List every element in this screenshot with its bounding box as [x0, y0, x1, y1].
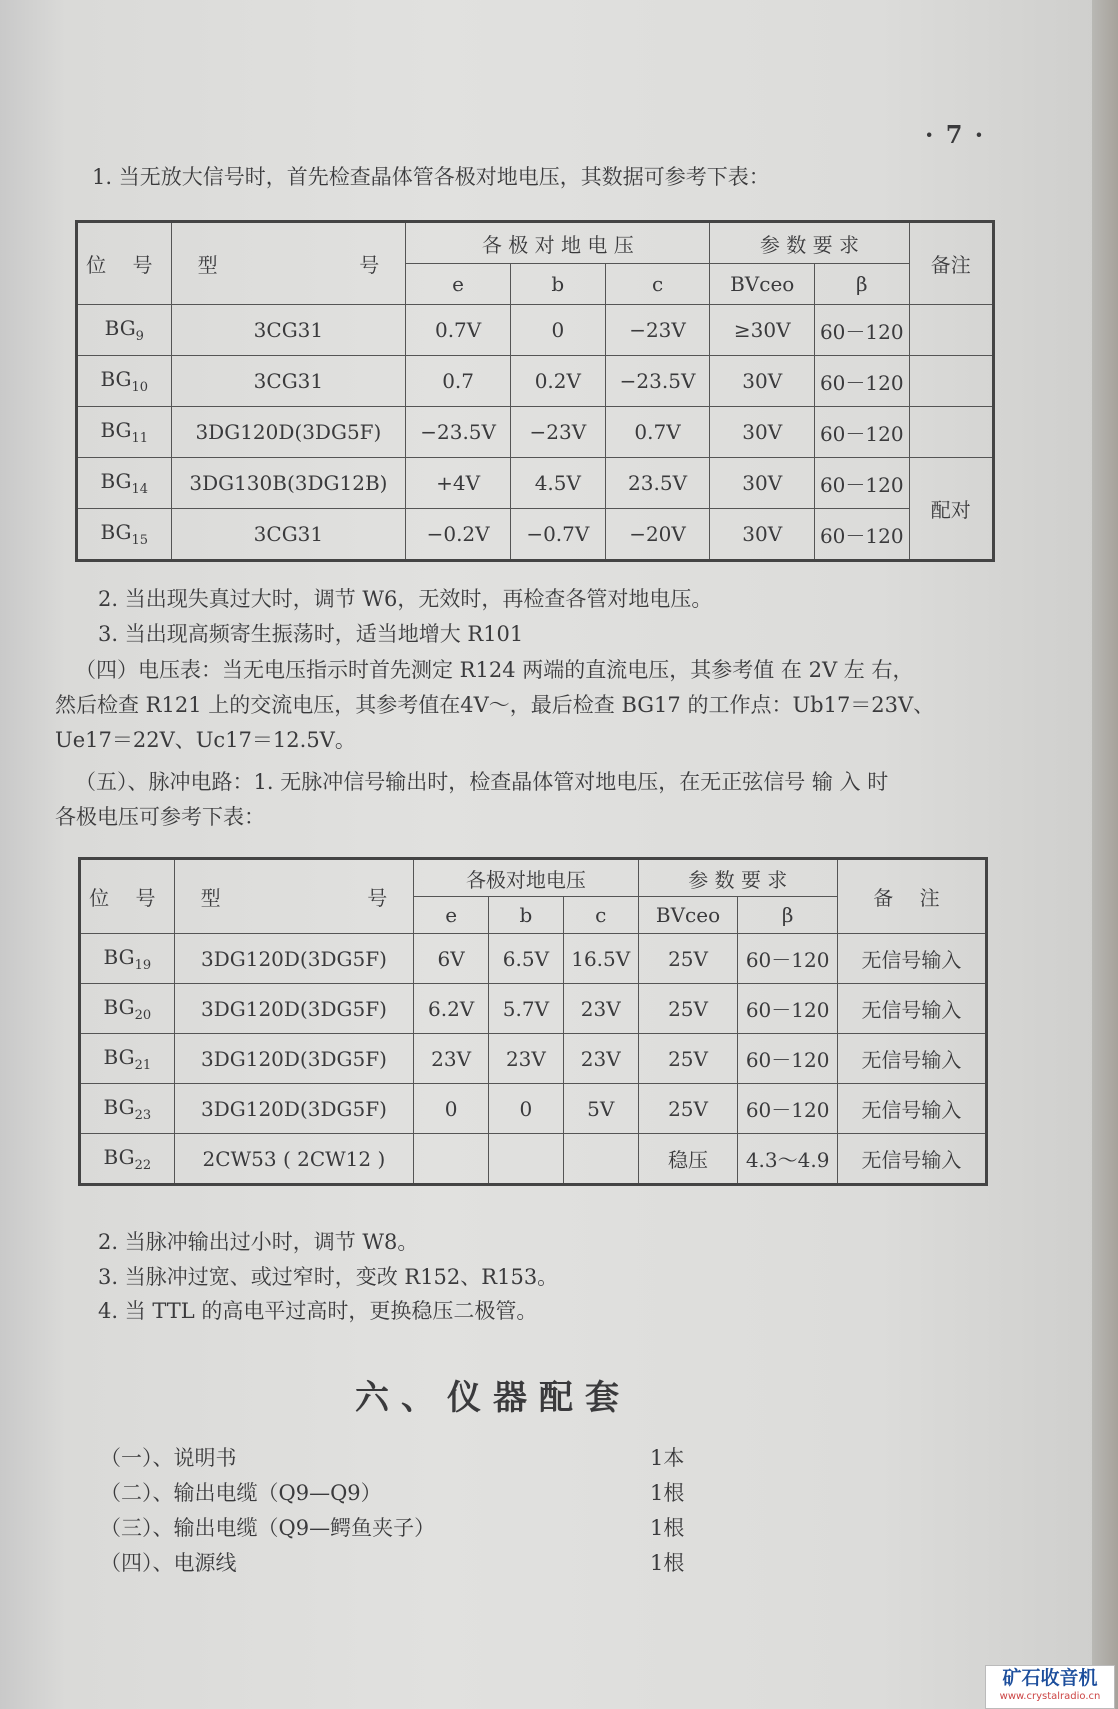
row-bvceo: 30V — [710, 356, 815, 407]
header-type — [174, 859, 414, 934]
row-model: 3CG31 — [171, 356, 406, 407]
header-position: 位 号 — [80, 859, 175, 934]
row-bvceo: 25V — [638, 934, 738, 984]
row-position: $BG_{10}$ — [77, 356, 172, 407]
page-edge-shadow — [1092, 0, 1118, 1709]
row-beta: 60－120 — [815, 356, 909, 407]
accessory-1-label: （一）、说明书 — [100, 1446, 237, 1470]
row-model: 2CW53 ( 2CW12 ) — [174, 1134, 414, 1185]
row-model: 3DG120D(3DG5F) — [174, 1034, 414, 1084]
table-row — [80, 1034, 987, 1084]
header-type-left: 型 — [200, 886, 221, 910]
header-type-left: 型 — [197, 253, 218, 277]
pulse-line-1: （五）、脉冲电路：1. 无脉冲信号输出时，检查晶体管对地电压，在无正弦信号 输 入 时 — [75, 770, 889, 794]
row-model: 3DG120D(3DG5F) — [174, 1084, 414, 1134]
watermark-title: 矿石收音机 — [1002, 1667, 1098, 1689]
row-remark: 无信号输入 — [837, 1134, 986, 1185]
voltage-table-1 — [75, 220, 995, 562]
header-type-right: 号 — [367, 886, 388, 910]
row-beta: 60－120 — [738, 1084, 838, 1134]
header-c: c — [563, 897, 638, 934]
accessory-4-label: （四）、电源线 — [100, 1551, 237, 1575]
row-e — [414, 1134, 489, 1185]
row-position: $BG_{22}$ — [80, 1134, 175, 1185]
row-b: 5.7V — [489, 984, 564, 1034]
row-c: 23V — [563, 1034, 638, 1084]
row-e: +4V — [406, 458, 511, 509]
row-b: 0 — [510, 305, 605, 356]
header-type — [171, 222, 406, 305]
section-title: 六、仪器配套 — [355, 1378, 631, 1418]
table2-header-row — [80, 859, 987, 897]
row-bvceo: 30V — [710, 407, 815, 458]
row-position: $BG_{19}$ — [80, 934, 175, 984]
row-b: −0.7V — [510, 509, 605, 561]
row-beta: 60－120 — [815, 407, 909, 458]
table-row — [77, 458, 994, 509]
row-beta: 60－120 — [738, 984, 838, 1034]
row-e: 23V — [414, 1034, 489, 1084]
table-row — [80, 1084, 987, 1134]
row-e: −23.5V — [406, 407, 511, 458]
voltmeter-line-3: Ue17＝22V、Uc17＝12.5V。 — [55, 728, 356, 752]
row-c: 23V — [563, 984, 638, 1034]
header-c: c — [605, 264, 710, 305]
row-model: 3DG120D(3DG5F) — [174, 934, 414, 984]
row-b: 0 — [489, 1084, 564, 1134]
row-remark-paired: 配对 — [909, 458, 993, 561]
row-remark: 无信号输入 — [837, 934, 986, 984]
row-c: 5V — [563, 1084, 638, 1134]
voltmeter-line-2: 然后检查 R121 上的交流电压，其参考值在4V～，最后检查 BG17 的工作点：Ub17＝23V、 — [55, 693, 935, 717]
row-bvceo: 稳压 — [638, 1134, 738, 1185]
row-c — [563, 1134, 638, 1185]
header-e: e — [406, 264, 511, 305]
header-bvceo: BVceo — [638, 897, 738, 934]
table-row — [77, 356, 994, 407]
note-b-3: 3. 当脉冲过宽、或过窄时，变改 R152、R153。 — [98, 1265, 559, 1289]
header-b: b — [510, 264, 605, 305]
row-bvceo: 25V — [638, 1034, 738, 1084]
header-bvceo: BVceo — [710, 264, 815, 305]
row-remark: 无信号输入 — [837, 1034, 986, 1084]
header-voltage-group: 各极对地电压 — [414, 859, 638, 897]
row-remark — [909, 305, 993, 356]
header-params-group: 参 数 要 求 — [710, 222, 909, 264]
row-c: −23.5V — [605, 356, 710, 407]
row-remark: 无信号输入 — [837, 984, 986, 1034]
row-bvceo: 30V — [710, 509, 815, 561]
note-a-3: 3. 当出现高频寄生振荡时，适当地增大 R101 — [98, 622, 524, 646]
header-b: b — [489, 897, 564, 934]
row-position: $BG_{23}$ — [80, 1084, 175, 1134]
row-bvceo: 30V — [710, 458, 815, 509]
page-number: · 7 · — [925, 120, 986, 149]
row-beta: 60－120 — [815, 458, 909, 509]
header-type-right: 号 — [359, 253, 380, 277]
row-e: 6.2V — [414, 984, 489, 1034]
note-b-4: 4. 当 TTL 的高电平过高时，更换稳压二极管。 — [98, 1299, 538, 1323]
table-row — [77, 305, 994, 356]
accessory-3-label: （三）、输出电缆（Q9—鳄鱼夹子） — [100, 1516, 436, 1540]
row-remark — [909, 407, 993, 458]
row-position: $BG_{14}$ — [77, 458, 172, 509]
row-e: 0 — [414, 1084, 489, 1134]
table-row — [77, 509, 994, 561]
row-bvceo: ≥30V — [710, 305, 815, 356]
row-e: 0.7V — [406, 305, 511, 356]
header-remarks: 备 注 — [837, 859, 986, 934]
row-b: −23V — [510, 407, 605, 458]
note-b-2: 2. 当脉冲输出过小时，调节 W8。 — [98, 1230, 419, 1254]
header-e: e — [414, 897, 489, 934]
row-remark — [909, 356, 993, 407]
row-position: $BG_{11}$ — [77, 407, 172, 458]
accessory-2-qty: 1根 — [650, 1481, 685, 1505]
watermark-url: www.crystalradio.cn — [999, 1691, 1101, 1702]
row-beta: 60－120 — [815, 305, 909, 356]
table-row — [80, 934, 987, 984]
row-bvceo: 25V — [638, 984, 738, 1034]
row-c: 0.7V — [605, 407, 710, 458]
pulse-line-2: 各极电压可参考下表： — [55, 805, 265, 829]
row-e: −0.2V — [406, 509, 511, 561]
accessory-3-qty: 1根 — [650, 1516, 685, 1540]
intro-line: 1. 当无放大信号时，首先检查晶体管各极对地电压，其数据可参考下表： — [92, 165, 770, 189]
table1-header-row — [77, 222, 994, 264]
row-c: 23.5V — [605, 458, 710, 509]
row-c: 16.5V — [563, 934, 638, 984]
row-position: $BG_{21}$ — [80, 1034, 175, 1084]
row-c: −20V — [605, 509, 710, 561]
row-position: $BG_{20}$ — [80, 984, 175, 1034]
row-model: 3DG130B(3DG12B) — [171, 458, 406, 509]
row-b: 23V — [489, 1034, 564, 1084]
row-remark: 无信号输入 — [837, 1084, 986, 1134]
row-e: 0.7 — [406, 356, 511, 407]
header-position: 位 号 — [77, 222, 172, 305]
row-beta: 4.3～4.9 — [738, 1134, 838, 1185]
row-beta: 60－120 — [738, 1034, 838, 1084]
row-b: 4.5V — [510, 458, 605, 509]
note-a-2: 2. 当出现失真过大时，调节 W6，无效时，再检查各管对地电压。 — [98, 587, 713, 611]
header-beta: β — [738, 897, 838, 934]
row-model: 3CG31 — [171, 305, 406, 356]
row-b — [489, 1134, 564, 1185]
voltage-table-2 — [78, 857, 988, 1186]
row-e: 6V — [414, 934, 489, 984]
row-model: 3CG31 — [171, 509, 406, 561]
row-position: $BG_{15}$ — [77, 509, 172, 561]
row-model: 3DG120D(3DG5F) — [171, 407, 406, 458]
table-row — [77, 407, 994, 458]
row-position: $BG_9$ — [77, 305, 172, 356]
table-row — [80, 984, 987, 1034]
table-row — [80, 1134, 987, 1185]
header-beta: β — [815, 264, 909, 305]
row-b: 6.5V — [489, 934, 564, 984]
row-bvceo: 25V — [638, 1084, 738, 1134]
row-model: 3DG120D(3DG5F) — [174, 984, 414, 1034]
row-b: 0.2V — [510, 356, 605, 407]
row-c: −23V — [605, 305, 710, 356]
header-voltage-group: 各 极 对 地 电 压 — [406, 222, 710, 264]
header-remarks: 备注 — [909, 222, 993, 305]
row-beta: 60－120 — [738, 934, 838, 984]
accessory-4-qty: 1根 — [650, 1551, 685, 1575]
voltmeter-line-1: （四）电压表：当无电压指示时首先测定 R124 两端的直流电压，其参考值 在 2V 左 右， — [75, 658, 914, 682]
header-params-group: 参 数 要 求 — [638, 859, 837, 897]
accessory-2-label: （二）、输出电缆（Q9—Q9） — [100, 1481, 382, 1505]
row-beta: 60－120 — [815, 509, 909, 561]
site-watermark — [985, 1665, 1115, 1709]
accessory-1-qty: 1本 — [650, 1446, 685, 1470]
